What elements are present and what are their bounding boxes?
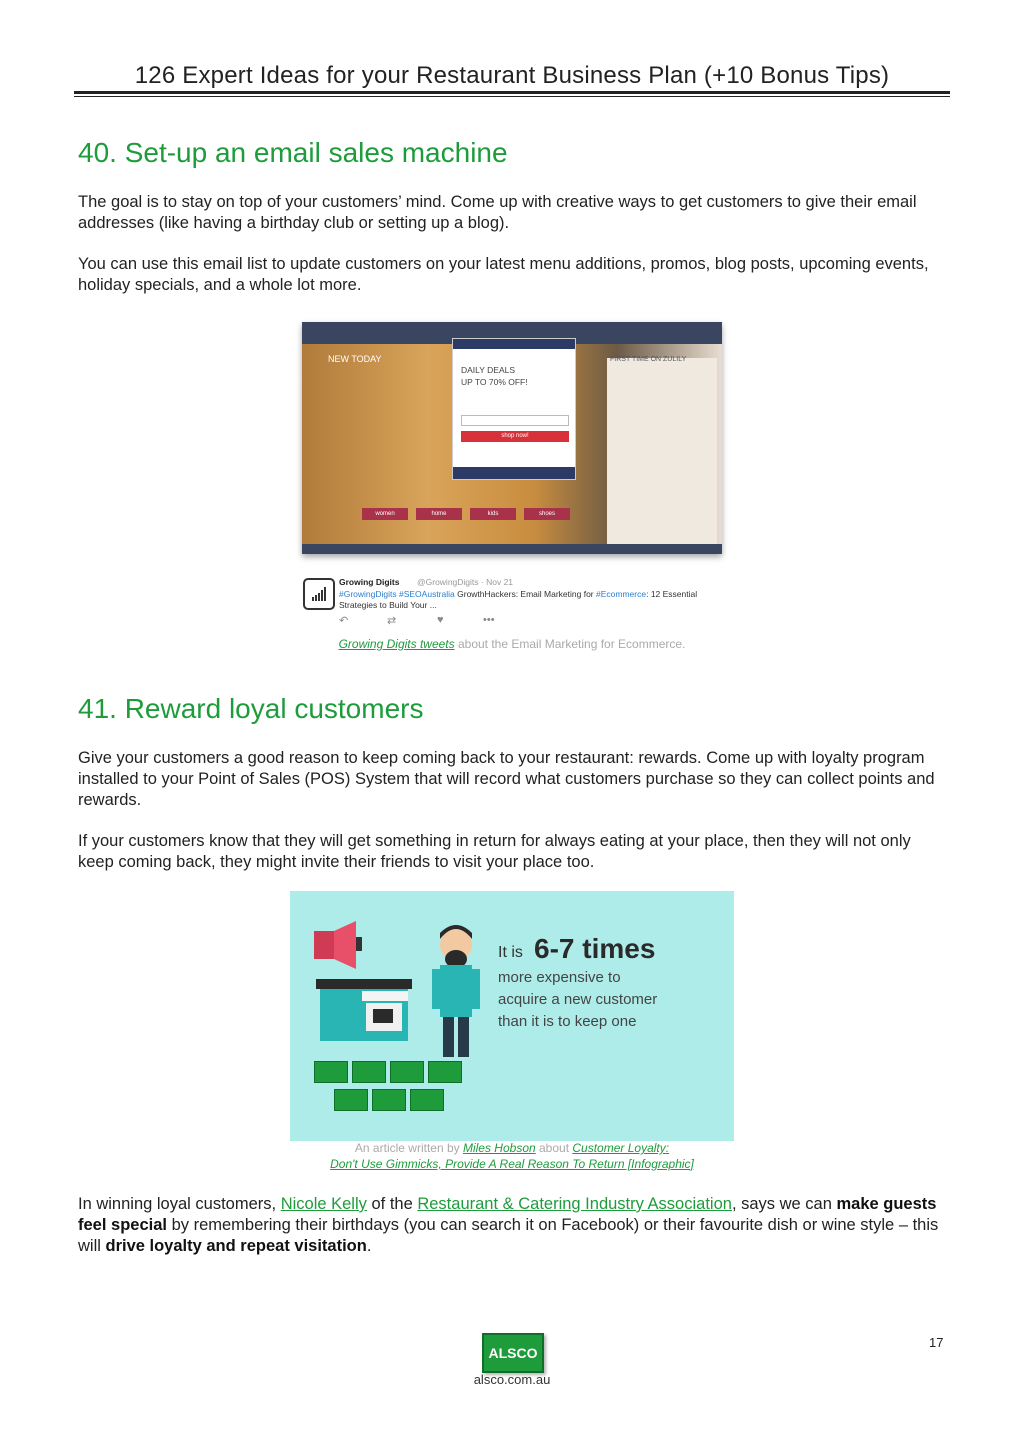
infographic-headline: 6-7 times: [534, 933, 656, 964]
screenshot-caption: [262, 637, 762, 651]
email-signup-modal: [452, 338, 576, 480]
modal-email-input: [461, 415, 569, 426]
tweet-text-2: : 12 Essential: [646, 589, 698, 599]
infographic-it-is: It is: [498, 944, 523, 961]
page-number: 17: [929, 1335, 944, 1350]
zulily-screenshot: [302, 322, 722, 554]
p3-bold-2: drive loyalty and repeat visitation: [105, 1237, 367, 1255]
infographic-line-2: acquire a new customer: [498, 991, 658, 1008]
link-industry-association[interactable]: Restaurant & Catering Industry Association: [417, 1195, 732, 1213]
infographic-line-3: than it is to keep one: [498, 1013, 637, 1030]
header-rule-thin: [74, 96, 950, 97]
retweet-icon: ⇄: [387, 615, 397, 627]
section-41-paragraph-2: If your customers know that they will get something in return for always eating at your place, then they will not only keep coming back, they might invite their friends to visit your place too.: [78, 832, 911, 871]
loyalty-infographic: [290, 891, 734, 1141]
tweet-author: Growing Digits: [339, 577, 400, 587]
section-40-paragraph-2: You can use this email list to update customers on your latest menu additions, promos, blog posts, upcoming events, holiday specials, and a whole lot more.: [78, 255, 929, 294]
screenshot-sidebar: [607, 358, 717, 544]
footer-website: alsco.com.au: [473, 1372, 551, 1387]
infographic-line-1: more expensive to: [498, 969, 621, 986]
screenshot-tab: home: [416, 508, 462, 520]
p3-text-3: , says we can: [731, 1195, 837, 1213]
cash-icon: [390, 1061, 424, 1083]
cash-icon: [428, 1061, 462, 1083]
tweet-text: [339, 589, 697, 599]
modal-shop-button: shop now!: [461, 431, 569, 442]
tweet-hashtags: #GrowingDigits #SEOAustralia: [339, 589, 455, 599]
screenshot-footer: [302, 544, 722, 554]
caption-text: about the Email Marketing for Ecommerce.: [454, 637, 686, 651]
reply-icon: ↶: [339, 615, 349, 627]
p3-bold-1: make guests feel special: [78, 1195, 937, 1234]
caption-link-article-title-2[interactable]: Don't Use Gimmicks, Provide A Real Reason To Return [Infographic]: [330, 1157, 694, 1171]
cash-icon: [352, 1061, 386, 1083]
screenshot-tab: shoes: [524, 508, 570, 520]
heart-icon: ♥: [437, 614, 444, 626]
screenshot-tab: women: [362, 508, 408, 520]
cash-icon: [410, 1089, 444, 1111]
tweet-text-line-2: Strategies to Build Your ...: [339, 600, 437, 610]
caption-link-author[interactable]: Miles Hobson: [462, 1141, 536, 1155]
modal-deal-line-2: UP TO 70% OFF!: [461, 377, 528, 387]
screenshot-tab: kids: [470, 508, 516, 520]
tweet-hashtag-2: #Ecommerce: [596, 589, 647, 599]
tweet-handle: @GrowingDigits · Nov 21: [417, 577, 514, 587]
section-40-paragraph-1: The goal is to stay on top of your customers’ mind. Come up with creative ways to get customers to give their email addresses (like having a birthday club or setting up a blog).: [78, 193, 917, 232]
screenshot-new-today: NEW TODAY: [328, 354, 382, 364]
section-41-heading: 41. Reward loyal customers: [78, 693, 424, 724]
modal-deal-line-1: DAILY DEALS: [461, 365, 516, 375]
p3-text-5: .: [366, 1237, 372, 1255]
tweet-text-1: GrowthHackers: Email Marketing for: [457, 589, 594, 599]
screenshot-first-time: FIRST TIME ON ZULILY: [610, 356, 687, 363]
cash-icon: [314, 1061, 348, 1083]
cash-icon: [334, 1089, 368, 1111]
alsco-logo: ALSCO: [482, 1333, 544, 1373]
section-40-heading: 40. Set-up an email sales machine: [78, 137, 508, 168]
caption-pre: An article written by: [354, 1141, 463, 1155]
modal-header: [453, 339, 575, 349]
infographic-caption-line-1: [262, 1141, 762, 1155]
cash-icon: [372, 1089, 406, 1111]
p3-text-1: In winning loyal customers,: [78, 1195, 281, 1213]
p3-text-2: of the: [366, 1195, 418, 1213]
growing-digits-logo-icon: [303, 578, 335, 610]
caption-link-article-title[interactable]: Customer Loyalty:: [572, 1141, 670, 1155]
section-41-paragraph-1: Give your customers a good reason to keep coming back to your restaurant: rewards. Come up with loyalty program installed to your Point of Sales (POS) System that will record what customers purchase so they can collect points and rewards.: [78, 749, 935, 809]
link-nicole-kelly[interactable]: Nicole Kelly: [280, 1195, 367, 1213]
more-icon: •••: [483, 614, 495, 626]
caption-link-growing-digits[interactable]: Growing Digits tweets: [338, 637, 455, 651]
infographic-caption-line-2: [262, 1157, 762, 1171]
page-header-title: 126 Expert Ideas for your Restaurant Business Plan (+10 Bonus Tips): [134, 62, 890, 89]
section-41-paragraph-3: [78, 1194, 948, 1257]
p3-text-4: by remembering their birthdays (you can search it on Facebook) or their favourite dish or wine style – this will: [78, 1216, 939, 1255]
shop-and-man-illustration: [310, 909, 490, 1059]
caption-mid: about: [535, 1141, 573, 1155]
modal-footer: [453, 467, 575, 479]
header-rule: [74, 91, 950, 94]
